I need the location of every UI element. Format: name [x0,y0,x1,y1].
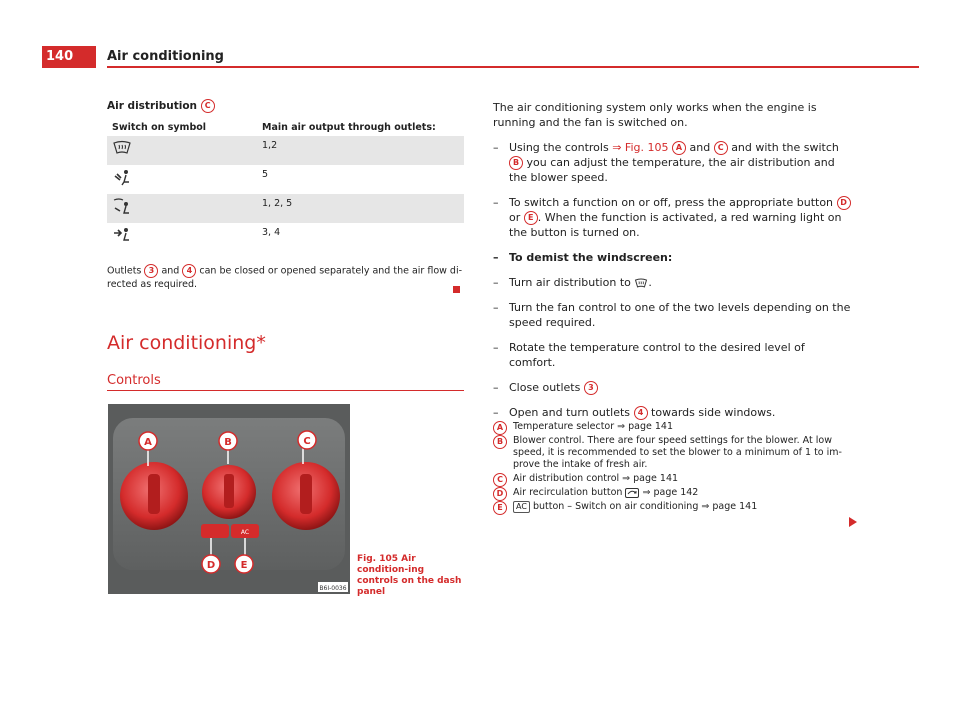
photo-label-e: E [240,560,248,571]
legend-text: Temperature selector ⇒ page 141 [513,421,674,432]
windscreen-defrost-icon [112,140,132,156]
section-end-mark [453,286,460,293]
recirculation-icon [625,488,639,498]
column-header-symbol: Switch on symbol [107,118,257,136]
photo-label-a: A [144,437,152,448]
dash-bullet: – [493,341,499,354]
photo-label-d: D [206,560,216,571]
list-text: Using the controls [509,141,609,154]
list-text: and [689,141,711,154]
list-item [493,300,853,330]
column-header-output: Main air output through outlets: [257,118,464,136]
header-rule [107,66,919,68]
legend-item [493,435,853,471]
list-text: or [509,211,521,224]
table-row [107,165,464,194]
note-text: can be closed or opened separately and the air flow di-rected as required. [107,265,463,290]
list-heading: To demist the windscreen: [509,251,673,264]
list-text: towards side windows. [651,406,776,419]
list-item [493,380,853,395]
row-output: 3, 4 [262,227,281,238]
footwell-airflow-icon [112,169,132,187]
dash-bullet: – [493,276,499,289]
badge-4: 4 [634,406,648,420]
legend-item [493,501,853,513]
dash-bullet: – [493,381,499,394]
list-text: Open and turn outlets [509,406,631,419]
table-row [107,136,464,165]
legend-text: Air recirculation button [513,487,623,498]
intro-paragraph: The air conditioning system only works when the engine is running and the fan is switched on. [493,101,817,129]
ac-button-label: AC [240,529,250,536]
badge-e: E [493,501,507,515]
note-text: Outlets [107,265,142,277]
figure-caption: Fig. 105 Air condition-ing controls on the dash panel [357,554,462,597]
controls-photo [108,404,350,594]
page-header-title: Air conditioning [107,49,224,64]
photo-code: B6I-0036 [319,585,347,592]
section-title: Air conditioning* [107,332,266,354]
row-output: 1,2 [257,136,464,165]
legend-text: Air distribution control ⇒ page 141 [513,473,679,484]
list-item: – Turn air distribution to . [493,276,652,289]
badge-a: A [493,421,507,435]
row-output: 5 [262,169,269,180]
badge-3: 3 [144,264,158,278]
legend-item [493,473,853,485]
list-item [493,250,853,265]
windscreen-defrost-icon [634,278,648,289]
table-row [107,223,464,252]
legend-text: Blower control. There are four speed settings for the blower. At low speed, it is recommended to set the blower to a minimum of 1 to im-prove the intake of fresh air. [513,435,842,470]
list-text: . When the function is activated, a red warning light on the button is turned on. [509,211,842,239]
table-header-row [107,118,464,136]
dash-bullet: – [493,251,499,264]
photo-label-b: B [224,437,232,448]
dash-bullet: – [493,406,499,419]
badge-c: C [714,141,728,155]
outlets-note [107,264,464,291]
badge-4: 4 [182,264,196,278]
badge-c: C [201,99,215,113]
list-text: Rotate the temperature control to the desired level of comfort. [509,341,805,369]
table-row [107,194,464,223]
note-text: and [161,265,180,277]
badge-3: 3 [584,381,598,395]
list-text: Turn air distribution to [509,276,631,289]
list-text: Turn the fan control to one of the two levels depending on the speed required. [509,301,851,329]
badge-e: E [524,211,538,225]
legend-item [493,487,853,499]
list-item [493,140,853,185]
dash-bullet: – [493,141,499,154]
distribution-table [107,118,464,252]
list-text: To switch a function on or off, press the appropriate button [509,196,834,209]
legend-text: button – Switch on air conditioning ⇒ page 141 [532,501,758,512]
photo-label-c: C [303,436,311,447]
list-text: you can adjust the temperature, the air distribution and the blower speed. [509,156,835,184]
continue-arrow-icon [849,517,857,527]
upper-body-airflow-icon [112,227,132,245]
badge-a: A [672,141,686,155]
legend [493,421,853,515]
ac-key: AC [513,501,530,513]
badge-d: D [493,487,507,501]
list-item [493,340,853,370]
list-text: Close outlets [509,381,581,394]
badge-b: B [493,435,507,449]
subsection-rule [107,390,464,391]
badge-c: C [493,473,507,487]
legend-text: ⇒ page 142 [642,487,699,498]
distribution-title-text: Air distribution [107,100,198,112]
page-number: 140 [42,46,96,68]
row-output: 1, 2, 5 [257,194,464,223]
list-item [493,405,853,420]
list-item [493,195,853,240]
list-text: and with the switch [731,141,839,154]
windscreen-footwell-icon [112,198,132,216]
recirculation-button [201,524,229,538]
badge-d: D [837,196,851,210]
figure-link[interactable]: ⇒ Fig. 105 [612,141,669,154]
distribution-title [107,99,215,113]
legend-item [493,421,853,433]
dash-bullet: – [493,301,499,314]
badge-b: B [509,156,523,170]
subsection-title: Controls [107,373,161,388]
right-column [493,100,853,430]
dash-bullet: – [493,196,499,209]
